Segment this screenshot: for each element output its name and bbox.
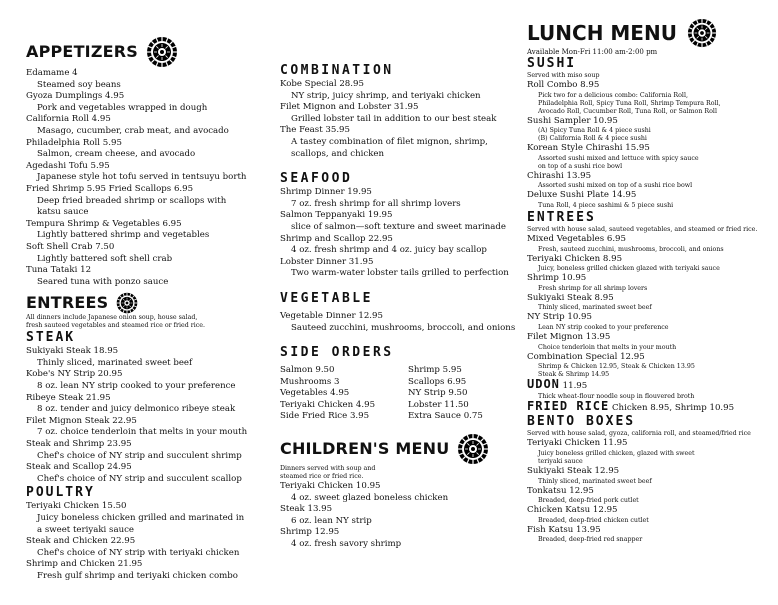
menu-item-name: Sukiyaki Steak 8.95 [527, 292, 614, 303]
menu-item-desc: Masago, cucumber, crab meat, and avocado [37, 125, 229, 136]
side-item: Side Fried Rice 3.95 [280, 411, 370, 422]
menu-item-name: Shrimp 10.95 [527, 273, 587, 284]
menu-item-desc: 8 oz. lean NY strip cooked to your preference [37, 381, 236, 392]
menu-item-desc: Sauteed zucchini, mushrooms, broccoli, and onions [291, 322, 516, 333]
menu-item-name: Shrimp and Scallop 22.95 [280, 233, 393, 244]
poultry-list [26, 501, 271, 582]
menu-item-name: Edamame 4 [26, 68, 78, 78]
menu-item-desc: Lightly battered shrimp and vegetables [37, 230, 210, 241]
menu-item-desc: Tuna Roll, 4 piece sashimi & 5 piece sushi [538, 201, 674, 209]
vegetable-heading: VEGETABLE [280, 290, 373, 306]
menu-item-desc: 7 oz. fresh shrimp for all shrimp lovers [291, 198, 461, 209]
menu-item-desc: 4 oz. fresh savory shrimp [291, 539, 402, 550]
childrens-note: steamed rice or fried rice. [280, 473, 364, 481]
menu-item-name: Kobe's NY Strip 20.95 [26, 369, 123, 380]
poultry-heading: POULTRY [26, 485, 95, 501]
combination-heading: COMBINATION [280, 63, 394, 78]
menu-item-name: Sukiyaki Steak 12.95 [527, 465, 620, 476]
menu-item-desc: Chef's choice of NY strip and succulent scallop [37, 473, 242, 484]
menu-item-desc: katsu sauce [37, 207, 89, 218]
menu-item-desc: Pick two for a delicious combo: California Roll, [538, 91, 688, 99]
menu-item-desc: on top of a sushi rice bowl [538, 162, 623, 170]
lunch-menu-heading [527, 18, 772, 48]
menu-item-desc: Chef's choice of NY strip and succulent shrimp [37, 450, 242, 461]
side-item: Scallops 6.95 [408, 376, 467, 387]
menu-item-name: Tonkatsu 12.95 [527, 485, 594, 496]
side-item: Extra Sauce 0.75 [408, 411, 483, 422]
menu-item-name: Roll Combo 8.95 [527, 80, 600, 90]
udon-row [527, 379, 772, 393]
menu-item-desc: a sweet teriyaki sauce [37, 524, 135, 535]
side-item: NY Strip 9.50 [408, 388, 468, 399]
side-item: Lobster 11.50 [408, 399, 469, 410]
menu-item-name: California Roll 4.95 [26, 114, 111, 125]
menu-item-desc: Juicy, boneless grilled chicken glazed with teriyaki sauce [538, 265, 720, 273]
menu-item-name: Salmon Teppanyaki 19.95 [280, 210, 393, 221]
childrens-note: Dinners served with soup and [280, 465, 376, 473]
menu-item-name: The Feast 35.95 [280, 125, 350, 136]
side-orders-heading: SIDE ORDERS [280, 345, 394, 361]
menu-item-desc: 8 oz. tender and juicy delmonico ribeye steak [37, 404, 236, 415]
menu-item-desc: 7 oz. choice tenderloin that melts in your mouth [37, 427, 248, 438]
menu-item-desc: Lightly battered soft shell crab [37, 253, 173, 264]
childrens-list [280, 481, 520, 551]
lunch-availability: Available Mon-Fri 11:00 am-2:00 pm [527, 48, 658, 56]
menu-item-name: Mixed Vegetables 6.95 [527, 233, 626, 244]
menu-item-desc: Pork and vegetables wrapped in dough [37, 102, 208, 113]
sushi-note: Served with miso soup [527, 72, 600, 79]
fried-rice-heading: FRIED RICE [527, 398, 610, 413]
seafood-list [280, 187, 520, 280]
menu-item-name: Vegetable Dinner 12.95 [280, 310, 383, 321]
sunburst-ornament-icon [116, 292, 138, 314]
menu-item-desc: Fresh shrimp for all shrimp lovers [538, 284, 648, 292]
menu-item-name: Shrimp 12.95 [280, 527, 340, 538]
menu-item-name: Teriyaki Chicken 8.95 [527, 253, 623, 264]
udon-heading: UDON [527, 377, 560, 392]
menu-item-desc: Salmon, cream cheese, and avocado [37, 149, 196, 160]
side-item: Teriyaki Chicken 4.95 [280, 399, 376, 410]
menu-item-desc: 4 oz. sweet glazed boneless chicken [291, 492, 449, 503]
menu-item-desc: Grilled lobster tail in addition to our best steak [291, 113, 497, 124]
sushi-list [527, 80, 772, 210]
menu-item-desc: Breaded, deep-fried red snapper [538, 536, 643, 544]
bento-list [527, 438, 772, 544]
lunch-entrees-note: Served with house salad, sauteed vegetables, and steamed or fried rice. [527, 225, 758, 233]
menu-item-desc: 6 oz. lean NY strip [291, 515, 372, 526]
menu-item-name: Teriyaki Chicken 15.50 [26, 501, 127, 512]
side-item: Salmon 9.50 [280, 365, 335, 376]
entrees-title: ENTREES [26, 293, 109, 313]
menu-item-desc: Deep fried breaded shrimp or scallops with [37, 195, 227, 206]
menu-item-desc: Assorted sushi mixed on top of a sushi rice bowl [538, 182, 693, 190]
menu-item-name: Lobster Dinner 31.95 [280, 256, 374, 267]
menu-item-desc: Juicy boneless grilled chicken, glazed with sweet [538, 449, 695, 457]
sunburst-ornament-icon [457, 433, 489, 465]
menu-item-desc: Seared tuna with ponzo sauce [37, 276, 169, 287]
menu-item-desc: Fresh, sauteed zucchini, mushrooms, broccoli, and onions [538, 245, 724, 253]
menu-item-name: Chicken Katsu 12.95 [527, 505, 618, 516]
entrees-heading [26, 292, 271, 314]
childrens-menu-title: CHILDREN'S MENU [280, 439, 450, 459]
column-right [527, 18, 772, 544]
menu-item-desc: Steak & Shrimp 14.95 [538, 371, 610, 379]
menu-item-desc: A tastey combination of filet mignon, shrimp, [291, 136, 488, 147]
menu-item-name: Philadelphia Roll 5.95 [26, 137, 122, 148]
lunch-entrees-list [527, 234, 772, 379]
menu-item-name: Fish Katsu 13.95 [527, 524, 601, 535]
menu-item-desc: 4 oz. fresh shrimp and 4 oz. juicy bay scallop [291, 245, 487, 256]
menu-item-name: Steak and Scallop 24.95 [26, 462, 132, 473]
menu-item-name: Ribeye Steak 21.95 [26, 392, 111, 403]
menu-item-desc: scallops, and chicken [291, 148, 385, 159]
menu-item-desc: Chef's choice of NY strip with teriyaki chicken [37, 547, 240, 558]
menu-item-name: Shrimp and Chicken 21.95 [26, 559, 143, 570]
appetizers-title: APPETIZERS [26, 42, 139, 61]
sunburst-ornament-icon [146, 36, 178, 68]
menu-item-name: Filet Mignon and Lobster 31.95 [280, 102, 419, 113]
menu-item-desc: Philadelphia Roll, Spicy Tuna Roll, Shrimp Tempura Roll, [538, 99, 721, 107]
sunburst-ornament-icon [687, 18, 717, 48]
appetizers-heading [26, 36, 271, 68]
menu-item-desc: Juicy boneless chicken grilled and marinated in [37, 513, 245, 523]
entrees-note: All dinners include Japanese onion soup, house salad, [26, 314, 198, 322]
menu-item-desc: Japanese style hot tofu served in tentsuyu borth [37, 172, 247, 183]
menu-item-name: Tuna Tataki 12 [26, 265, 92, 276]
childrens-menu-heading [280, 433, 520, 465]
menu-item-name: Kobe Special 28.95 [280, 79, 364, 89]
seafood-heading: SEAFOOD [280, 171, 353, 187]
entrees-note: fresh sauteed vegetables and steamed rice or fried rice. [26, 322, 206, 330]
menu-item-name: Filet Mignon 13.95 [527, 331, 611, 342]
lunch-menu-title: LUNCH MENU [527, 21, 677, 45]
menu-item-desc: Fresh gulf shrimp and teriyaki chicken combo [37, 570, 238, 581]
menu-item-desc: teriyaki sauce [538, 457, 583, 465]
steak-heading: STEAK [26, 330, 76, 346]
bento-note: Served with house salad, gyoza, california roll, and steamed/fried rice [527, 430, 751, 438]
menu-item-name: NY Strip 10.95 [527, 312, 592, 323]
menu-item-desc: Steamed soy beans [37, 79, 121, 90]
menu-item-name: Steak 13.95 [280, 504, 333, 515]
lunch-entrees-heading: ENTREES [527, 209, 596, 225]
combination-list [280, 79, 520, 160]
menu-item-name: Steak and Chicken 22.95 [26, 536, 136, 547]
bento-heading: BENTO BOXES [527, 414, 636, 430]
column-left [26, 36, 271, 583]
menu-item-name: Korean Style Chirashi 15.95 [527, 143, 650, 154]
menu-item-desc: Thinly sliced, marinated sweet beef [538, 477, 652, 485]
appetizers-list [26, 68, 271, 288]
fried-rice-row [527, 398, 772, 415]
menu-item-desc: Assorted sushi mixed and lettuce with spicy sauce [538, 154, 699, 162]
column-middle [280, 62, 520, 551]
menu-item-name: Filet Mignon Steak 22.95 [26, 415, 137, 426]
sushi-heading: SUSHI [527, 56, 577, 71]
udon-price: 11.95 [562, 381, 588, 392]
udon-desc: Thick wheat-flour noodle soup in flouvered broth [538, 392, 695, 400]
side-item: Mushrooms 3 [280, 376, 340, 387]
menu-item-name: Sushi Sampler 10.95 [527, 115, 618, 126]
menu-item-name: Combination Special 12.95 [527, 351, 645, 362]
menu-item-name: Deluxe Sushi Plate 14.95 [527, 190, 637, 201]
menu-item-desc: Lean NY strip cooked to your preference [538, 323, 669, 331]
menu-item-desc: (A) Spicy Tuna Roll & 4 piece sushi [538, 127, 651, 135]
menu-item-desc: (B) California Roll & 4 piece sushi [538, 135, 647, 143]
steak-list [26, 346, 271, 485]
menu-item-name: Sukiyaki Steak 18.95 [26, 346, 119, 357]
menu-item-name: Shrimp Dinner 19.95 [280, 187, 372, 198]
fried-rice-desc: Chicken 8.95, Shrimp 10.95 [611, 402, 735, 413]
menu-item-desc: Two warm-water lobster tails grilled to perfection [291, 268, 509, 279]
menu-item-name: Gyoza Dumplings 4.95 [26, 91, 125, 102]
menu-item-name: Tempura Shrimp & Vegetables 6.95 [26, 218, 182, 229]
menu-item-desc: Avocado Roll, Cucumber Roll, Tuna Roll, or Salmon Roll [538, 107, 717, 115]
menu-item-desc: Breaded, deep-fried pork cutlet [538, 497, 639, 505]
menu-item-desc: NY strip, juicy shrimp, and teriyaki chicken [291, 90, 481, 101]
menu-item-name: Chirashi 13.95 [527, 170, 592, 181]
side-item: Shrimp 5.95 [408, 365, 462, 376]
menu-item-desc: Shrimp & Chicken 12.95, Steak & Chicken 13.95 [538, 363, 695, 371]
menu-item-name: Steak and Shrimp 23.95 [26, 439, 132, 450]
menu-item-name: Agedashi Tofu 5.95 [26, 160, 110, 171]
side-orders-list [280, 365, 520, 423]
menu-item-name: Teriyaki Chicken 11.95 [527, 438, 628, 449]
side-item: Vegetables 4.95 [280, 388, 350, 399]
menu-item-desc: Thinly sliced, marinated sweet beef [37, 357, 193, 368]
menu-item-desc: Breaded, deep-fried chicken cutlet [538, 516, 649, 524]
menu-item-desc: Thinly sliced, marinated sweet beef [538, 304, 652, 312]
menu-item-name: Teriyaki Chicken 10.95 [280, 481, 381, 492]
menu-item-desc: Choice tenderloin that melts in your mouth [538, 343, 677, 351]
menu-item-name: Soft Shell Crab 7.50 [26, 241, 115, 252]
menu-item-name: Fried Shrimp 5.95 Fried Scallops 6.95 [26, 183, 194, 194]
menu-item-desc: slice of salmon—soft texture and sweet marinade [291, 221, 506, 232]
